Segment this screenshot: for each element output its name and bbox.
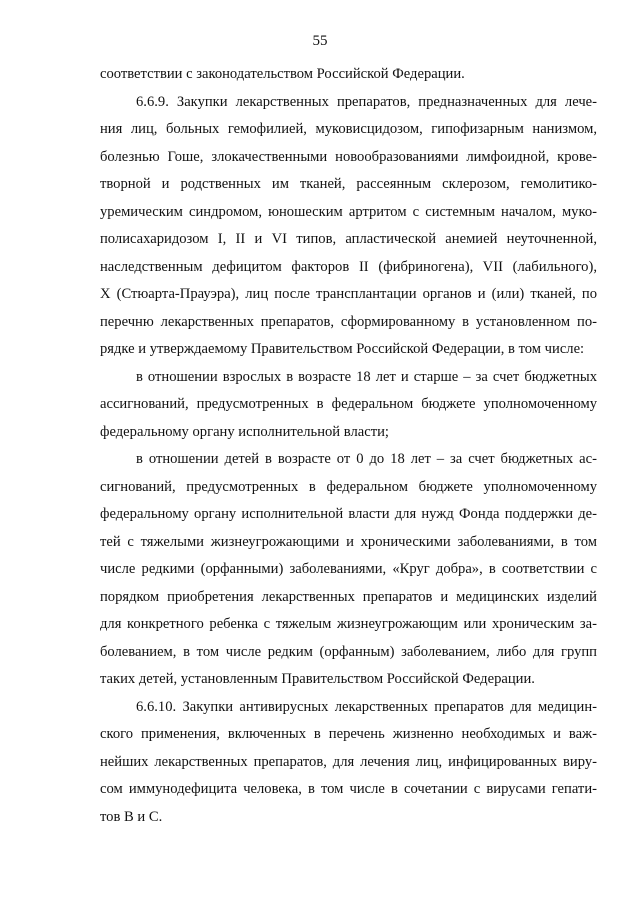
- text-line: тов В и С.: [100, 808, 163, 825]
- text-line: ского применения, включенных в перечень жизненно необходимых и важ-: [100, 726, 597, 742]
- text-line: ассигнований, предусмотренных в федеральном бюджете уполномоченному: [100, 396, 597, 412]
- text-line: федеральному органу исполнительной власти;: [100, 423, 389, 440]
- text-line: сигнований, предусмотренных в федеральном бюджете уполномоченному: [100, 478, 597, 495]
- document-body: [100, 61, 597, 831]
- paragraph: [100, 364, 597, 447]
- text-line: уремическим синдромом, юношеским артритом с системным началом, муко-: [100, 203, 597, 220]
- paragraph: [100, 89, 597, 364]
- text-line: 6.6.10. Закупки антивирусных лекарственных препаратов для медицин-: [136, 698, 597, 715]
- text-line: рядке и утверждаемому Правительством Российской Федерации, в том числе:: [100, 341, 585, 357]
- paragraph: [100, 694, 597, 832]
- text-line: сом иммунодефицита человека, в том числе в сочетании с вирусами гепати-: [100, 781, 597, 797]
- text-line: соответствии с законодательством Российской Федерации.: [100, 66, 465, 82]
- text-line: для конкретного ребенка с тяжелым жизнеугрожающим или хроническим за-: [100, 616, 597, 632]
- paragraph: [100, 61, 597, 89]
- text-line: творной и родственных им тканей, рассеянным склерозом, гемолитико-: [100, 176, 597, 192]
- text-line: перечню лекарственных препаратов, сформированному в установленном по-: [100, 313, 597, 330]
- text-line: таких детей, установленным Правительством Российской Федерации.: [100, 671, 535, 687]
- text-line: федеральному органу исполнительной власти для нужд Фонда поддержки де-: [100, 506, 597, 522]
- text-line: нейших лекарственных препаратов, для лечения лиц, инфицированных виру-: [100, 753, 597, 770]
- text-line: в отношении взрослых в возрасте 18 лет и старше – за счет бюджетных: [136, 368, 597, 385]
- text-line: в отношении детей в возрасте от 0 до 18 лет – за счет бюджетных ас-: [136, 451, 597, 467]
- text-line: полисахаридозом I, II и VI типов, апластической анемией неуточненной,: [100, 231, 597, 247]
- text-line: наследственным дефицитом факторов II (фибриногена), VII (лабильного),: [100, 258, 597, 275]
- text-line: X (Стюарта-Прауэра), лиц после трансплантации органов и (или) тканей, по: [100, 286, 597, 302]
- text-line: ния лиц, больных гемофилией, муковисцидозом, гипофизарным нанизмом,: [100, 121, 597, 137]
- page-number: 55: [312, 33, 328, 49]
- text-line: болезнью Гоше, злокачественными новообразованиями лимфоидной, крове-: [100, 148, 597, 165]
- text-line: тей с тяжелыми жизнеугрожающими и хроническими заболеваниями, в том: [100, 533, 597, 550]
- paragraph: [100, 446, 597, 694]
- text-line: числе редкими (орфанными) заболеваниями, «Круг добра», в соответствии с: [100, 561, 597, 577]
- text-line: порядком приобретения лекарственных препаратов и медицинских изделий: [100, 588, 597, 605]
- text-line: 6.6.9. Закупки лекарственных препаратов, предназначенных для лече-: [136, 93, 597, 110]
- text-line: болеванием, в том числе редким (орфанным) заболеванием, либо для групп: [100, 643, 597, 660]
